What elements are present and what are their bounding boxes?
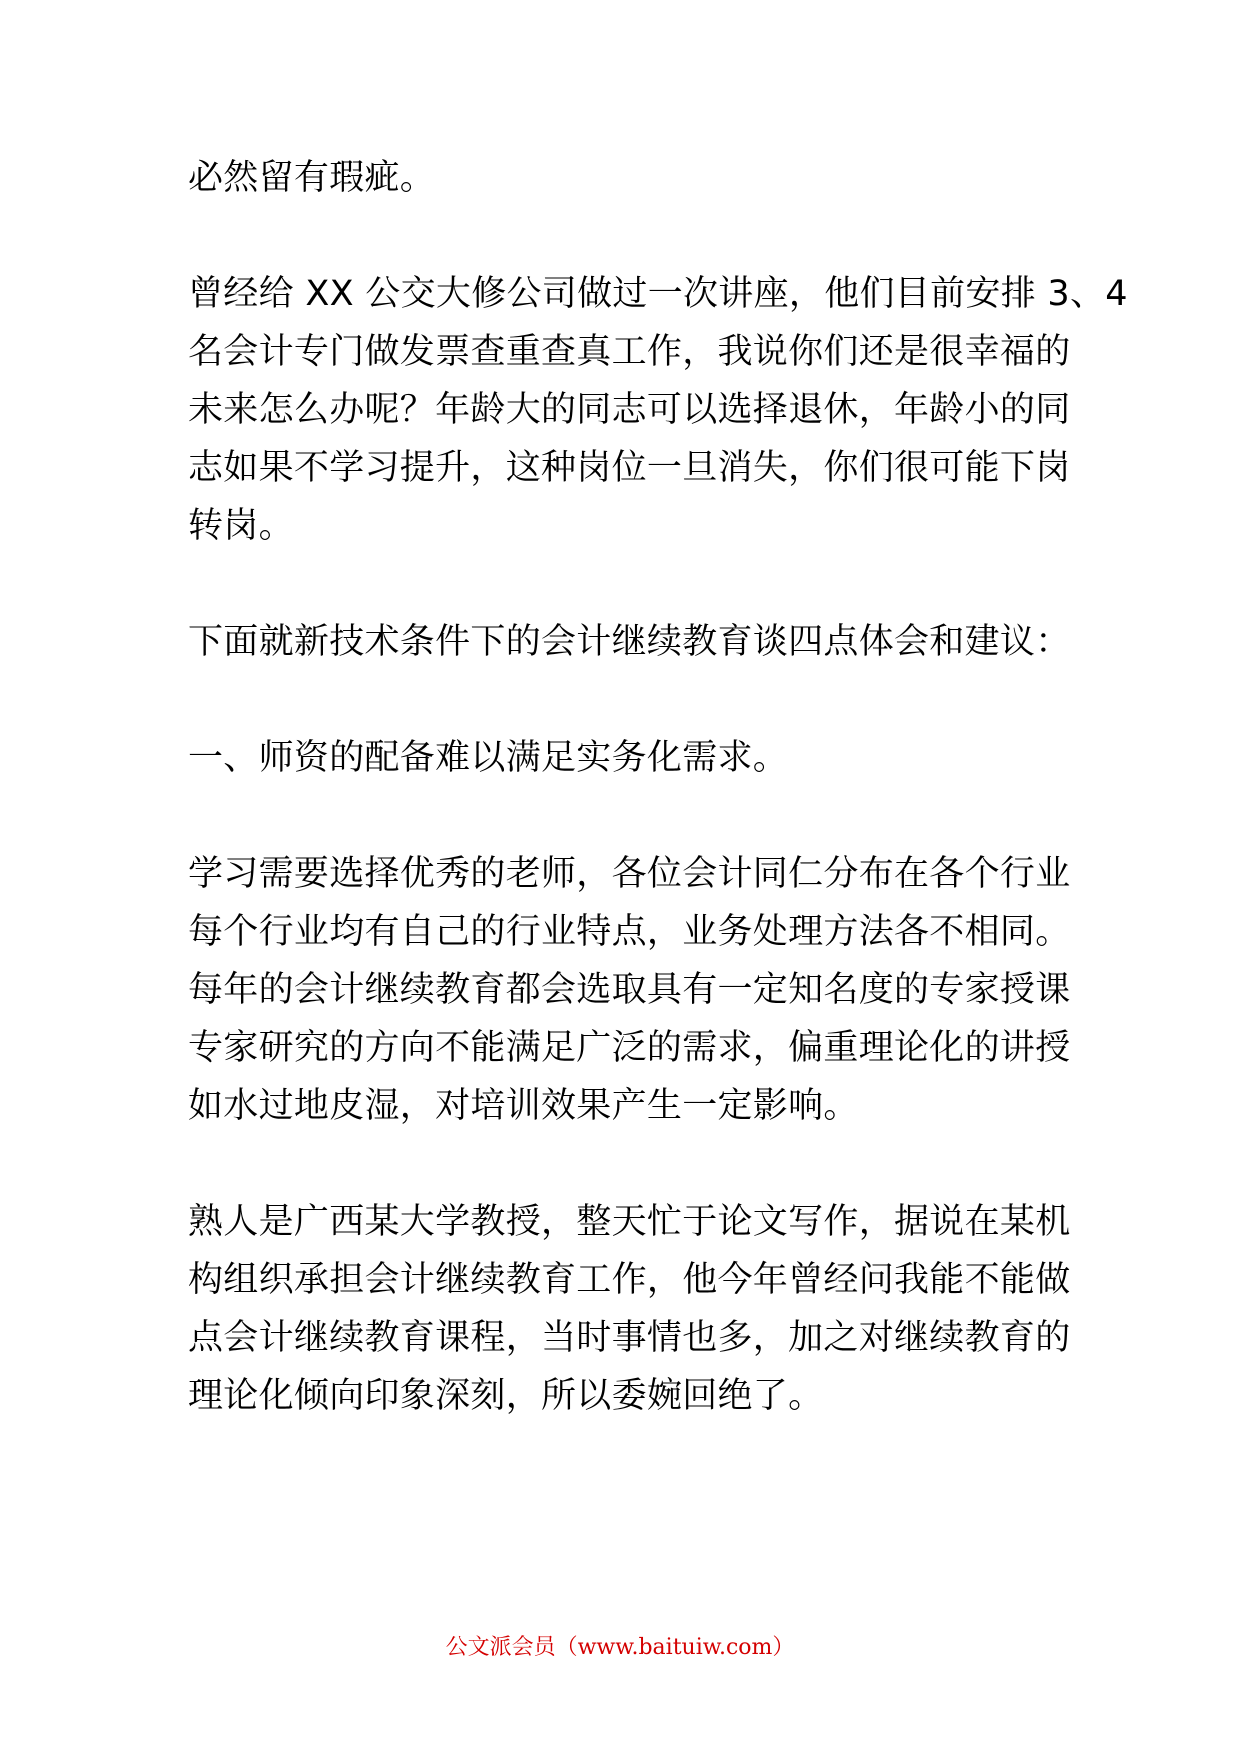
text-line-6: 转岗。	[188, 506, 294, 546]
text-line-15: 构组织承担会计继续教育工作，他今年曾经问我能不能做	[188, 1260, 1071, 1300]
text-line-10: 每个行业均有自己的行业特点，业务处理方法各不相同。	[188, 912, 1071, 952]
text-line-7: 下面就新技术条件下的会计继续教育谈四点体会和建议：	[188, 622, 1071, 662]
text-line-5: 志如果不学习提升，这种岗位一旦消失，你们很可能下岗	[188, 448, 1071, 488]
text-line-3: 名会计专门做发票查重查真工作，我说你们还是很幸福的	[188, 332, 1071, 372]
text-line-11: 每年的会计继续教育都会选取具有一定知名度的专家授课	[188, 970, 1071, 1010]
text-line-1: 必然留有瑕疵。	[188, 158, 436, 198]
section-heading: 一、师资的配备难以满足实务化需求。	[188, 738, 789, 778]
text-line-12: 专家研究的方向不能满足广泛的需求，偏重理论化的讲授	[188, 1028, 1071, 1068]
text-line-13: 如水过地皮湿，对培训效果产生一定影响。	[188, 1086, 859, 1126]
text-line-17: 理论化倾向印象深刻，所以委婉回绝了。	[188, 1376, 824, 1416]
text-line-2: 曾经给 XX 公交大修公司做过一次讲座，他们目前安排 3、4	[188, 274, 1128, 314]
text-line-16: 点会计继续教育课程，当时事情也多，加之对继续教育的	[188, 1318, 1071, 1358]
text-line-4: 未来怎么办呢？年龄大的同志可以选择退休，年龄小的同	[188, 390, 1071, 430]
text-line-9: 学习需要选择优秀的老师，各位会计同仁分布在各个行业	[188, 854, 1071, 894]
text-line-14: 熟人是广西某大学教授，整天忙于论文写作，据说在某机	[188, 1202, 1071, 1242]
footer-watermark: 公文派会员（www.baituiw.com）	[445, 1635, 795, 1660]
